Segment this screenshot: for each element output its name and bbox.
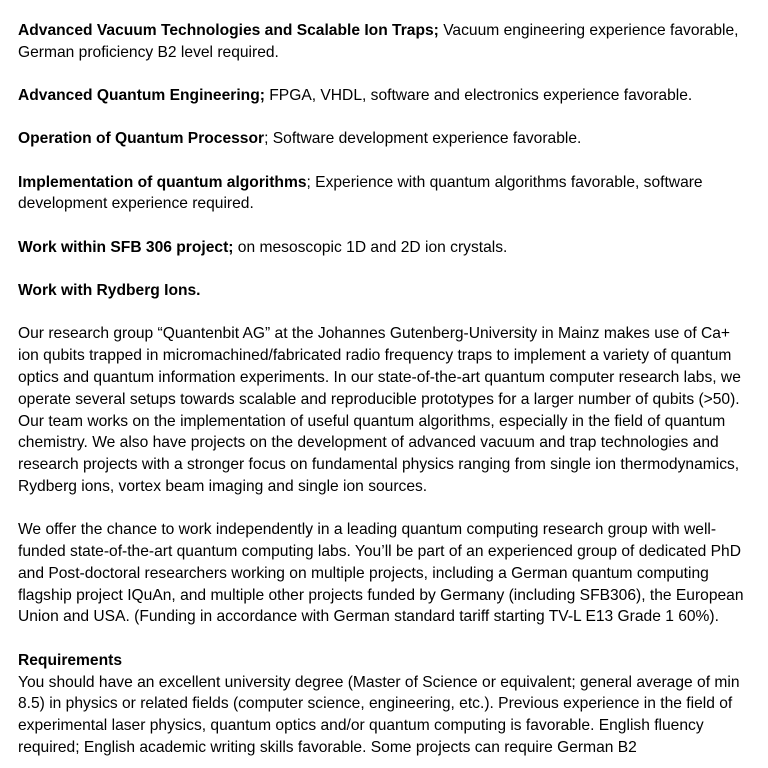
position-title: Advanced Vacuum Technologies and Scalable Ion Traps; <box>18 22 439 39</box>
position-item-quantum-processor <box>18 128 746 150</box>
requirements-section <box>18 650 746 759</box>
position-title: Work with Rydberg Ions. <box>18 282 201 300</box>
position-description: ; Software development experience favorable. <box>264 130 582 148</box>
document-page <box>18 20 746 759</box>
position-description: FPGA, VHDL, software and electronics experience favorable. <box>264 87 693 105</box>
offer-paragraph: We offer the chance to work independently in a leading quantum computing research group with well-funded state-of-the-art quantum computing labs. You’ll be part of an experienced group of dedicated PhD and Post-doctoral researchers working on multiple projects, including a German quantum computing flagship project IQuAn, and multiple other projects funded by Germany (including SFB306), the European Union and USA. (Funding in accordance with German standard tariff starting TV-L E13 Grade 1 60%). <box>18 521 744 626</box>
research-group-paragraph: Our research group “Quantenbit AG” at the Johannes Gutenberg-University in Mainz makes use of Ca+ ion qubits trapped in micromachined/fabricated radio frequency traps to implement a variety of quantum optics and quantum information experiments. In our state-of-the-art quantum computer research labs, we operate several setups towards scalable and reproducible prototypes for a larger number of qubits (>50). Our team works on the implementation of useful quantum algorithms, especially in the field of quantum chemistry. We also have projects on the development of advanced vacuum and trap technologies and research projects with a stronger focus on fundamental physics ranging from single ion thermodynamics, Rydberg ions, vortex beam imaging and single ion sources. <box>18 325 741 495</box>
position-description: on mesoscopic 1D and 2D ion crystals. <box>233 238 508 256</box>
position-item-vacuum <box>18 20 746 64</box>
position-item-sfb-306 <box>18 237 746 259</box>
position-title: Operation of Quantum Processor <box>18 130 265 148</box>
position-description: ; Experience with quantum algorithms favorable, software development experience required. <box>18 173 703 213</box>
requirements-text: You should have an excellent university degree (Master of Science or equivalent; general average of min 8.5) in physics or related fields (computer science, engineering, etc.). Previous experience in the field of experimental laser physics, quantum optics and/or quantum computing is favorable. English fluency required; English academic writing skills favorable. Some projects can require German B2 <box>18 673 740 756</box>
position-title: Advanced Quantum Engineering; <box>18 87 265 105</box>
position-description: Vacuum engineering experience favorable, German proficiency B2 level required. <box>18 22 739 61</box>
position-item-quantum-engineering <box>18 85 746 107</box>
position-item-rydberg-ions <box>18 280 746 302</box>
position-title: Implementation of quantum algorithms <box>18 173 307 191</box>
position-title: Work within SFB 306 project; <box>18 238 234 256</box>
position-item-quantum-algorithms <box>18 172 746 216</box>
requirements-heading: Requirements <box>18 651 122 669</box>
